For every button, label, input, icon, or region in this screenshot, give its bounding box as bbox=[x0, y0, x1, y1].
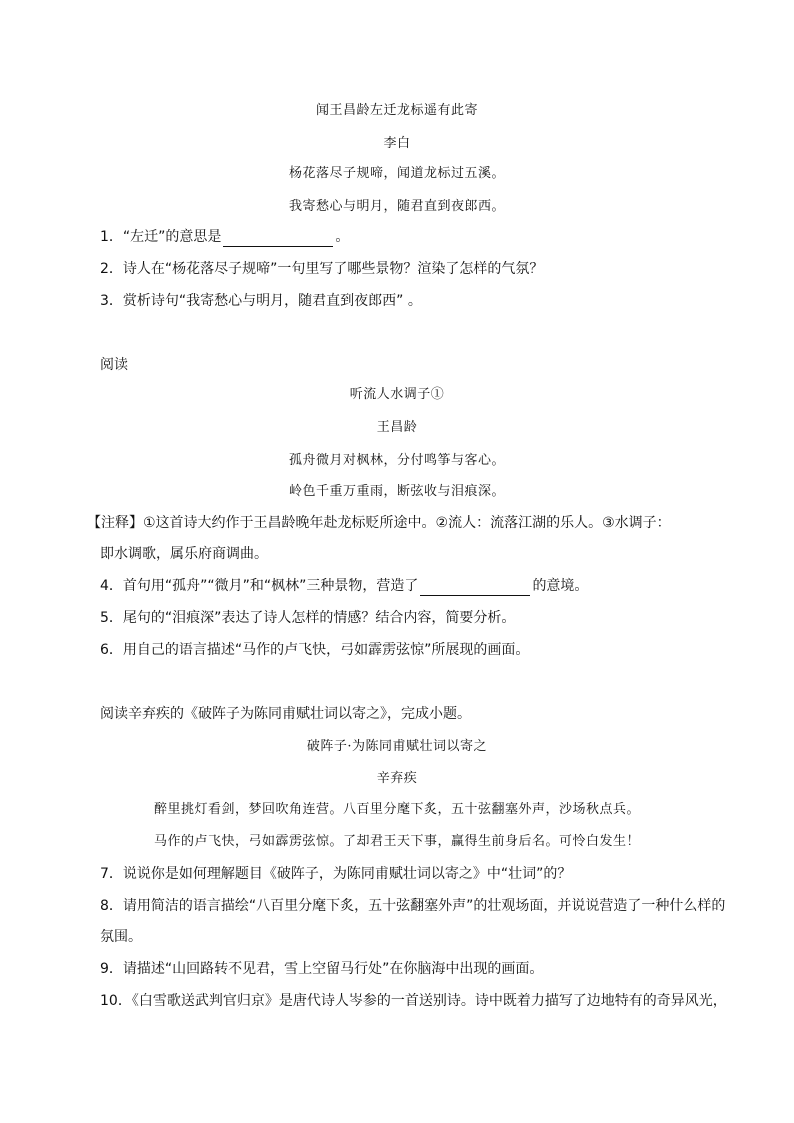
section-intro: 阅读辛弃疾的《破阵子为陈同甫赋壮词以寄之》，完成小题。 bbox=[100, 706, 471, 722]
poem-title: 破阵子·为陈同甫赋壮词以寄之 bbox=[306, 739, 488, 754]
annotation: 即水调歌，属乐府商调曲。 bbox=[100, 546, 268, 562]
question-10: 10．《白雪歌送武判官归京》是唐代诗人岑参的一首送别诗。诗中既着力描写了边地特有的奇异风光， bbox=[100, 993, 727, 1009]
poem-line: 马作的卢飞快，弓如霹雳弦惊。了却君王天下事，赢得生前身后名。可怜白发生！ bbox=[153, 834, 640, 849]
poem-line: 杨花落尽子规啼，闻道龙标过五溪。 bbox=[288, 166, 505, 181]
poem-line: 孤舟微月对枫林，分付鸣筝与客心。 bbox=[288, 453, 505, 468]
poem-title: 闻王昌龄左迁龙标遥有此寄 bbox=[315, 103, 478, 118]
question-8-continued: 氛围。 bbox=[100, 929, 142, 945]
answer-blank[interactable] bbox=[420, 579, 530, 596]
question-1 bbox=[100, 227, 760, 247]
question-text: 的意境。 bbox=[532, 578, 589, 594]
question-3: 3．赏析诗句“我寄愁心与明月，随君直到夜郎西” 。 bbox=[100, 293, 422, 309]
poem-author: 李白 bbox=[383, 136, 411, 151]
answer-blank[interactable] bbox=[223, 230, 333, 247]
poem-author: 王昌龄 bbox=[376, 420, 418, 435]
poem-line: 我寄愁心与明月，随君直到夜郎西。 bbox=[288, 199, 505, 214]
question-8: 8．请用简洁的语言描绘“八百里分麾下炙，五十弦翻塞外声”的壮观场面，并说说营造了一种什么样的 bbox=[100, 898, 726, 914]
question-7: 7．说说你是如何理解题目《破阵子，为陈同甫赋壮词以寄之》中“壮词”的？ bbox=[100, 866, 572, 882]
question-5: 5．尾句的“泪痕深”表达了诗人怎样的情感？结合内容，简要分析。 bbox=[100, 610, 516, 626]
question-9: 9．请描述“山回路转不见君，雪上空留马行处”在你脑海中出现的画面。 bbox=[100, 961, 544, 977]
question-4 bbox=[100, 576, 760, 596]
question-6: 6．用自己的语言描述“马作的卢飞快，弓如霹雳弦惊”所展现的画面。 bbox=[100, 642, 530, 658]
poem-line: 岭色千重万重雨，断弦收与泪痕深。 bbox=[288, 484, 505, 499]
question-text: 1．“左迁”的意思是 bbox=[100, 229, 222, 245]
poem-author: 辛弃疾 bbox=[376, 771, 418, 786]
question-2: 2．诗人在“杨花落尽子规啼”一句里写了哪些景物？渲染了怎样的气氛？ bbox=[100, 261, 544, 277]
question-text: 4．首句用“孤舟”“微月”和“枫林”三种景物，营造了 bbox=[100, 578, 419, 594]
poem-line: 醉里挑灯看剑，梦回吹角连营。八百里分麾下炙，五十弦翻塞外声，沙场秋点兵。 bbox=[153, 802, 640, 817]
poem-title: 听流人水调子① bbox=[349, 387, 445, 402]
question-text: 。 bbox=[335, 229, 350, 245]
section-intro: 阅读 bbox=[100, 357, 128, 373]
annotation: 【注释】①这首诗大约作于王昌龄晚年赴龙标贬所途中。②流人：流落江湖的乐人。③水调子： bbox=[87, 515, 671, 531]
